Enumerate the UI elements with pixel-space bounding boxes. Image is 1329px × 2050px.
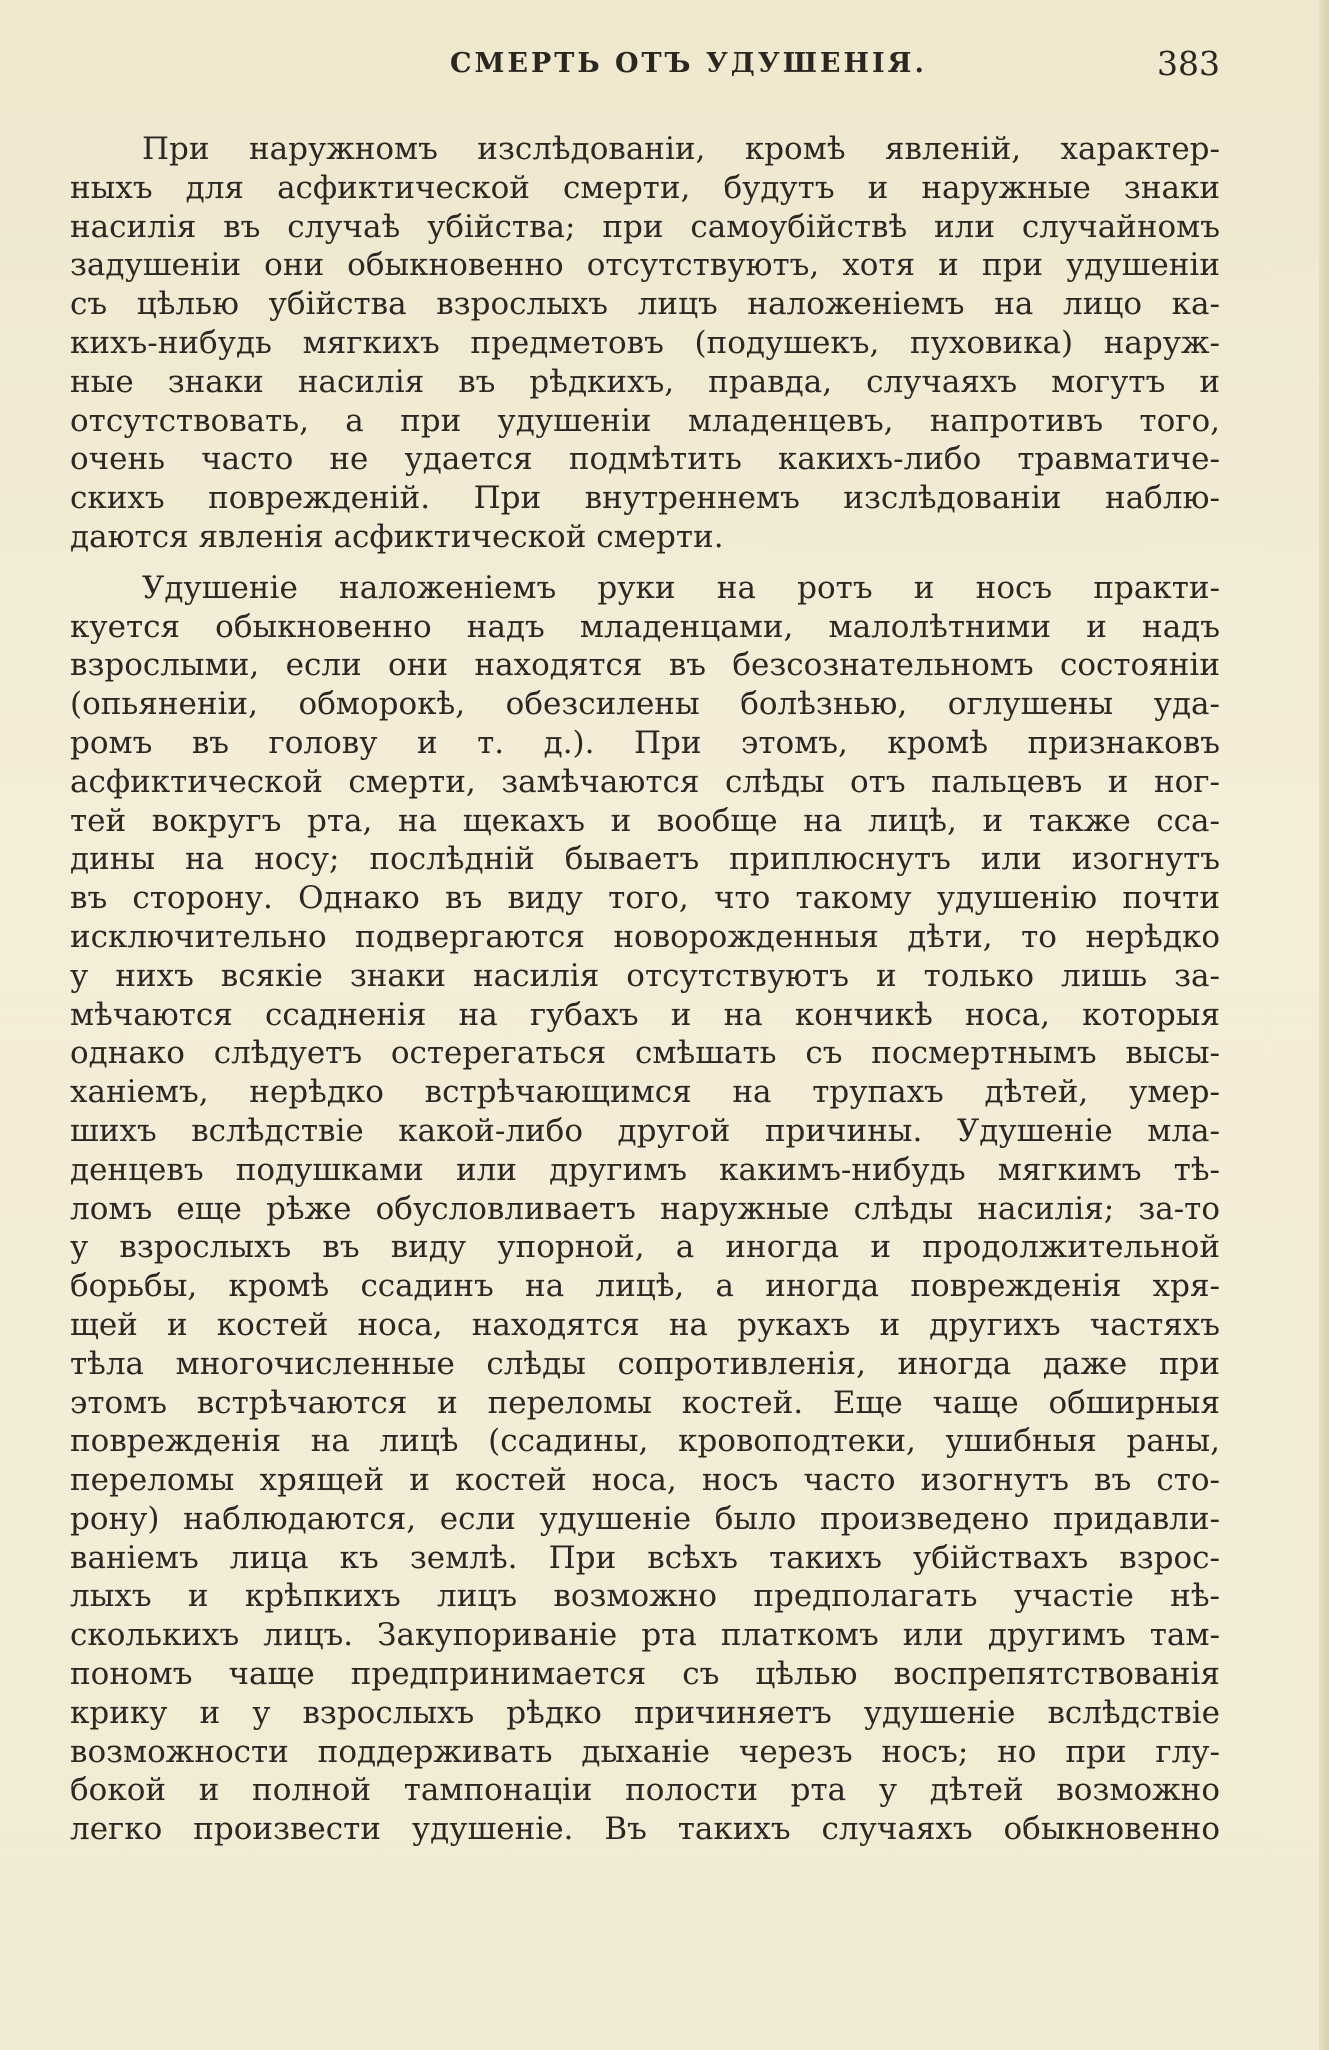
text-line: асфиктической смерти, замѣчаются слѣды отъ пальцевъ и ног- [70, 763, 1220, 800]
text-line: исключительно подвергаются новорожденныя дѣти, то нерѣдко [70, 918, 1220, 955]
text-line: переломы хрящей и костей носа, носъ часто изогнутъ въ сто- [70, 1462, 1220, 1499]
text-line: лыхъ и крѣпкихъ лицъ возможно предполагать участіе нѣ- [70, 1578, 1220, 1615]
text-line: тей вокругъ рта, на щекахъ и вообще на лицѣ, и также сса- [70, 802, 1220, 839]
text-line: даются явленія асфиктической смерти. [70, 518, 724, 555]
text-line: отсутствовать, а при удушеніи младенцевъ, напротивъ того, [70, 402, 1220, 439]
text-line: задушеніи они обыкновенно отсутствуютъ, хотя и при удушеніи [70, 247, 1220, 284]
text-line: дины на носу; послѣдній бываетъ приплюснутъ или изогнутъ [70, 841, 1220, 878]
text-line: скихъ поврежденій. При внутреннемъ изслѣдованіи наблю- [70, 480, 1220, 517]
text-line: рону) наблюдаются, если удушеніе было произведено придавли- [70, 1500, 1220, 1537]
text-line: тѣла многочисленные слѣды сопротивленія, иногда даже при [70, 1345, 1220, 1382]
text-line: сколькихъ лицъ. Закупориваніе рта платкомъ или другимъ там- [70, 1617, 1220, 1654]
text-line: съ цѣлью убійства взрослыхъ лицъ наложеніемъ на лицо ка- [70, 286, 1220, 323]
text-line: щей и костей носа, находятся на рукахъ и другихъ частяхъ [70, 1306, 1220, 1343]
text-line: кихъ-нибудь мягкихъ предметовъ (подушекъ, пуховика) наруж- [70, 324, 1220, 361]
text-line: (опьяненіи, обморокѣ, обезсилены болѣзнью, оглушены уда- [70, 686, 1220, 723]
text-line: пономъ чаще предпринимается съ цѣлью воспрепятствованія [70, 1656, 1220, 1693]
page-number: 383 [1157, 44, 1220, 83]
text-line: однако слѣдуетъ остерегаться смѣшать съ посмертнымъ высы- [70, 1035, 1220, 1072]
text-line: этомъ встрѣчаются и переломы костей. Еще чаще обширныя [70, 1384, 1220, 1421]
text-line: у нихъ всякіе знаки насилія отсутствуютъ и только лишь за- [70, 957, 1220, 994]
text-line: мѣчаются ссадненія на губахъ и на кончикѣ носа, которыя [70, 996, 1220, 1033]
page-edge [1319, 0, 1329, 2050]
page-header [70, 44, 1220, 88]
text-line: ломъ еще рѣже обусловливаетъ наружные слѣды насилія; за-то [70, 1190, 1220, 1227]
text-line: насилія въ случаѣ убійства; при самоубійствѣ или случайномъ [70, 208, 1220, 245]
text-line: бокой и полной тампонаціи полости рта у дѣтей возможно [70, 1772, 1220, 1809]
text-line: взрослыми, если они находятся въ безсознательномъ состояніи [70, 647, 1220, 684]
text-line: борьбы, кромѣ ссадинъ на лицѣ, а иногда поврежденія хря- [70, 1268, 1220, 1305]
text-line: въ сторону. Однако въ виду того, что такому удушенію почти [70, 880, 1220, 917]
text-line: поврежденія на лицѣ (ссадины, кровоподтеки, ушибныя раны, [70, 1423, 1220, 1460]
text-line: ханіемъ, нерѣдко встрѣчающимся на трупахъ дѣтей, умер- [70, 1074, 1220, 1111]
text-line: ромъ въ голову и т. д.). При этомъ, кромѣ признаковъ [70, 724, 1220, 761]
text-line: Удушеніе наложеніемъ руки на ротъ и носъ практи- [142, 569, 1220, 606]
text-line: ваніемъ лица къ землѣ. При всѣхъ такихъ убійствахъ взрос- [70, 1539, 1220, 1576]
paragraph-gap [70, 557, 1220, 569]
text-line: куется обыкновенно надъ младенцами, малолѣтними и надъ [70, 608, 1220, 645]
paragraph [70, 569, 1220, 1849]
running-title: СМЕРТЬ ОТЪ УДУШЕНІЯ. [450, 48, 927, 79]
text-line: ные знаки насилія въ рѣдкихъ, правда, случаяхъ могутъ и [70, 363, 1220, 400]
text-line: шихъ вслѣдствіе какой-либо другой причины. Удушеніе мла- [70, 1112, 1220, 1149]
paragraph [70, 130, 1220, 557]
text-line: крику и у взрослыхъ рѣдко причиняетъ удушеніе вслѣдствіе [70, 1694, 1220, 1731]
text-line: ныхъ для асфиктической смерти, будутъ и наружные знаки [70, 169, 1220, 206]
text-line: очень часто не удается подмѣтить какихъ-либо травматиче- [70, 441, 1220, 478]
text-line: легко произвести удушеніе. Въ такихъ случаяхъ обыкновенно [70, 1811, 1220, 1848]
text-line: При наружномъ изслѣдованіи, кромѣ явленій, характер- [142, 131, 1220, 167]
text-line: у взрослыхъ въ виду упорной, а иногда и продолжительной [70, 1229, 1220, 1266]
body-text [70, 130, 1220, 1849]
text-line: возможности поддерживать дыханіе черезъ носъ; но при глу- [70, 1733, 1220, 1770]
text-line: денцевъ подушками или другимъ какимъ-нибудь мягкимъ тѣ- [70, 1151, 1220, 1188]
